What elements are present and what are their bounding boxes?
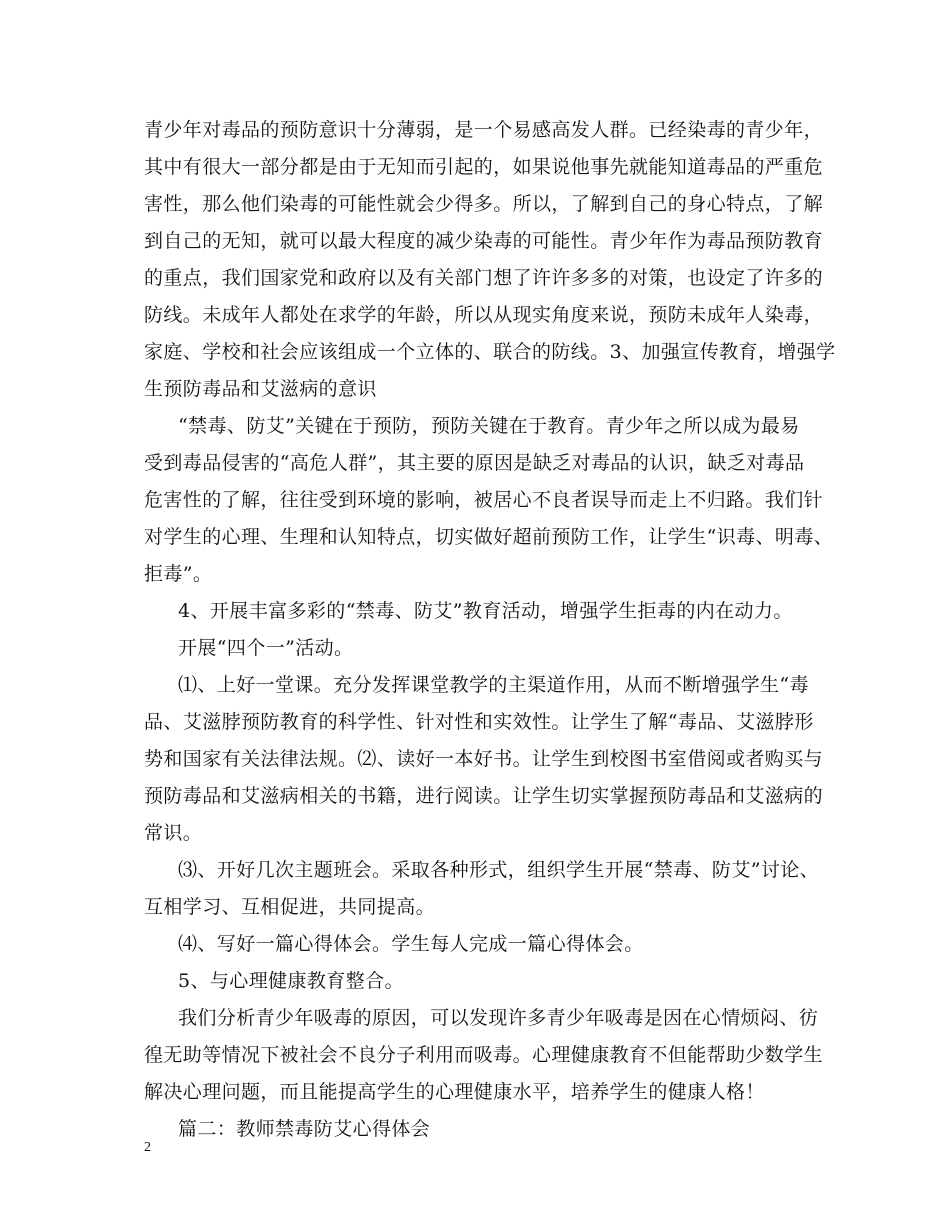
text-line: 防线。未成年人都处在求学的年龄，所以从现实角度来说，预防未成年人染毒， bbox=[144, 304, 824, 326]
text-line: “禁毒、防艾”关键在于预防，预防关键在于教育。青少年之所以成为最易 bbox=[178, 415, 800, 437]
text-line: 徨无助等情况下被社会不良分子利用而吸毒。心理健康教育不但能帮助少数学生 bbox=[144, 1044, 824, 1066]
text-line: 对学生的心理、生理和认知特点，切实做好超前预防工作，让学生“识毒、明毒、 bbox=[144, 526, 834, 548]
section-heading: 篇二：教师禁毒防艾心得体会 bbox=[178, 1118, 431, 1140]
text-line: 预防毒品和艾滋病相关的书籍，进行阅读。让学生切实掌握预防毒品和艾滋病的 bbox=[144, 785, 824, 807]
text-line: 开展“四个一”活动。 bbox=[178, 637, 354, 659]
text-line: 5、与心理健康教育整合。 bbox=[178, 970, 404, 992]
text-line: 解决心理问题，而且能提高学生的心理健康水平，培养学生的健康人格！ bbox=[144, 1081, 765, 1103]
text-line: 家庭、学校和社会应该组成一个立体的、联合的防线。3、加强宣传教育，增强学 bbox=[144, 341, 836, 363]
text-line: 到自己的无知，就可以最大程度的减少染毒的可能性。青少年作为毒品预防教育 bbox=[144, 230, 824, 252]
text-line: 的重点，我们国家党和政府以及有关部门想了许许多多的对策，也设定了许多的 bbox=[144, 267, 824, 289]
text-line: 受到毒品侵害的“高危人群”，其主要的原因是缺乏对毒品的认识，缺乏对毒品 bbox=[144, 452, 805, 474]
text-line: 拒毒”。 bbox=[144, 563, 213, 585]
text-line: ⑶、开好几次主题班会。采取各种形式，组织学生开展“禁毒、防艾”讨论、 bbox=[178, 859, 820, 881]
text-line: 生预防毒品和艾滋病的意识 bbox=[144, 378, 377, 400]
text-line: 青少年对毒品的预防意识十分薄弱，是一个易感高发人群。已经染毒的青少年， bbox=[144, 119, 824, 141]
text-line: ⑷、写好一篇心得体会。学生每人完成一篇心得体会。 bbox=[178, 933, 644, 955]
page-number: 2 bbox=[144, 1140, 151, 1155]
text-line: 害性，那么他们染毒的可能性就会少得多。所以，了解到自己的身心特点，了解 bbox=[144, 193, 824, 215]
text-line: 品、艾滋脖预防教育的科学性、针对性和实效性。让学生了解“毒品、艾滋脖形 bbox=[144, 711, 814, 733]
text-line: 其中有很大一部分都是由于无知而引起的，如果说他事先就能知道毒品的严重危 bbox=[144, 156, 824, 178]
text-line: ⑴、上好一堂课。充分发挥课堂教学的主渠道作用，从而不断增强学生“毒 bbox=[178, 674, 809, 696]
text-line: 互相学习、互相促进，共同提高。 bbox=[144, 896, 436, 918]
text-line: 势和国家有关法律法规。⑵、读好一本好书。让学生到校图书室借阅或者购买与 bbox=[144, 748, 824, 770]
text-line: 常识。 bbox=[144, 822, 203, 844]
text-line: 4、开展丰富多彩的“禁毒、防艾”教育活动，增强学生拒毒的内在动力。 bbox=[178, 600, 793, 622]
text-line: 我们分析青少年吸毒的原因，可以发现许多青少年吸毒是因在心情烦闷、彷 bbox=[178, 1007, 819, 1029]
text-line: 危害性的了解，往往受到环境的影响，被居心不良者误导而走上不归路。我们针 bbox=[144, 489, 824, 511]
